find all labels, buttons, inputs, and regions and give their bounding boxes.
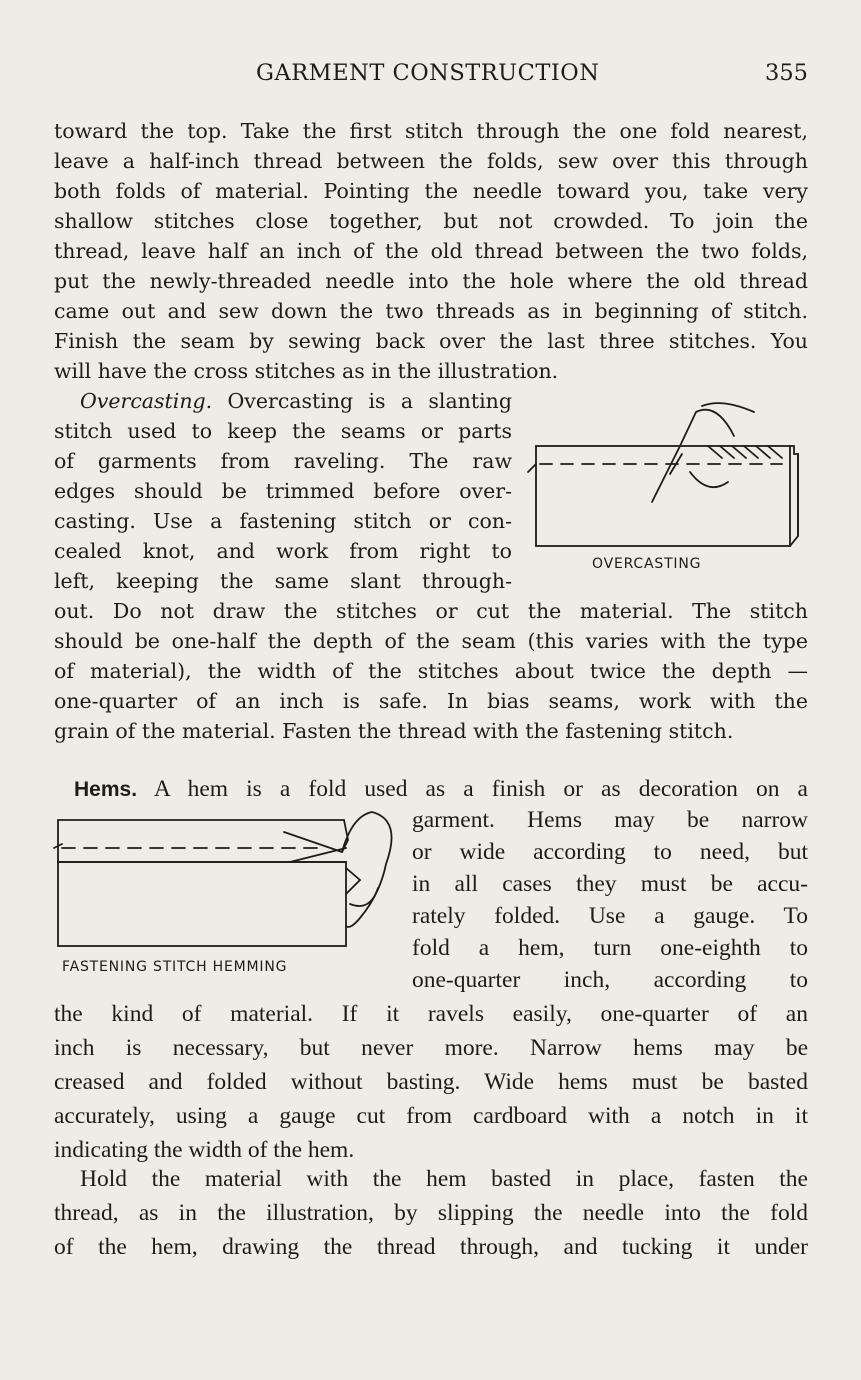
- text-line: one-quarter inch, according to: [412, 967, 808, 993]
- text-line: leave a half-inch thread between the folds, sew over this through: [54, 149, 808, 173]
- text-line: came out and sew down the two threads as in beginning of stitch.: [54, 299, 808, 323]
- text-line: inch is necessary, but never more. Narrow hems may be: [54, 1035, 808, 1061]
- fabric-outline: [58, 862, 346, 946]
- page-number: 355: [765, 60, 808, 86]
- text-line: stitch used to keep the seams or parts: [54, 419, 512, 443]
- text-line: of the hem, drawing the thread through, and tucking it under: [54, 1234, 808, 1260]
- running-header: [256, 60, 808, 96]
- text-line: in all cases they must be accu-: [412, 871, 808, 897]
- text-line: rately folded. Use a gauge. To: [412, 903, 808, 929]
- caption-hemming: FASTENING STITCH HEMMING: [62, 959, 288, 975]
- hemming-illustration: [50, 808, 406, 958]
- caption-overcasting: OVERCASTING: [592, 556, 702, 572]
- stitches: [708, 446, 782, 458]
- text-line: [54, 386, 512, 416]
- thread: [652, 410, 734, 502]
- seam-edge: [790, 446, 798, 546]
- text-line: creased and folded without basting. Wide hems must be basted: [54, 1069, 808, 1095]
- text-line: will have the cross stitches as in the illustration.: [54, 359, 559, 383]
- section-heading-overcasting: Overcasting.: [80, 389, 213, 413]
- text-line: cealed knot, and work from right to: [54, 539, 512, 563]
- text-line: casting. Use a fastening stitch or con-: [54, 509, 512, 533]
- text-line: of material), the width of the stitches about twice the depth —: [54, 659, 808, 683]
- text-line: accurately, using a gauge cut from cardboard with a notch in it: [54, 1103, 808, 1129]
- text-line: put the newly-threaded needle into the hole where the old thread: [54, 269, 808, 293]
- overcasting-illustration: [522, 392, 812, 557]
- text-line: or wide according to need, but: [412, 839, 808, 865]
- text-line: the kind of material. If it ravels easily, one-quarter of an: [54, 1001, 808, 1027]
- text-line: Hold the material with the hem basted in place, fasten the: [80, 1166, 808, 1192]
- text-line: fold a hem, turn one-eighth to: [412, 935, 808, 961]
- text-line: of garments from raveling. The raw: [54, 449, 512, 473]
- text-line: grain of the material. Fasten the thread with the fastening stitch.: [54, 719, 734, 743]
- text-line: out. Do not draw the stitches or cut the material. The stitch: [54, 599, 808, 623]
- text-span: Overcasting is a slanting: [227, 389, 512, 413]
- text-line: toward the top. Take the first stitch through the one fold nearest,: [54, 119, 808, 143]
- text-line: one-quarter of an inch is safe. In bias seams, work with the: [54, 689, 808, 713]
- text-line: edges should be trimmed before over-: [54, 479, 512, 503]
- text-line: thread, leave half an inch of the old thread between the two folds,: [54, 239, 808, 263]
- text-span: A hem is a fold used as a finish or as decoration on a: [153, 776, 808, 802]
- section-heading-hems: Hems.: [74, 778, 138, 801]
- page-title: GARMENT CONSTRUCTION: [256, 60, 600, 86]
- text-line: left, keeping the same slant through-: [54, 569, 512, 593]
- text-line: garment. Hems may be narrow: [412, 807, 808, 833]
- text-line: [74, 773, 808, 805]
- text-line: thread, as in the illustration, by slipping the needle into the fold: [54, 1200, 808, 1226]
- text-line: should be one-half the depth of the seam (this varies with the type: [54, 629, 808, 653]
- fabric-outline: [536, 446, 790, 546]
- text-line: shallow stitches close together, but not crowded. To join the: [54, 209, 808, 233]
- text-line: indicating the width of the hem.: [54, 1137, 355, 1163]
- thread: [342, 812, 392, 927]
- text-line: both folds of material. Pointing the needle toward you, take very: [54, 179, 808, 203]
- text-line: Finish the seam by sewing back over the last three stitches. You: [54, 329, 808, 353]
